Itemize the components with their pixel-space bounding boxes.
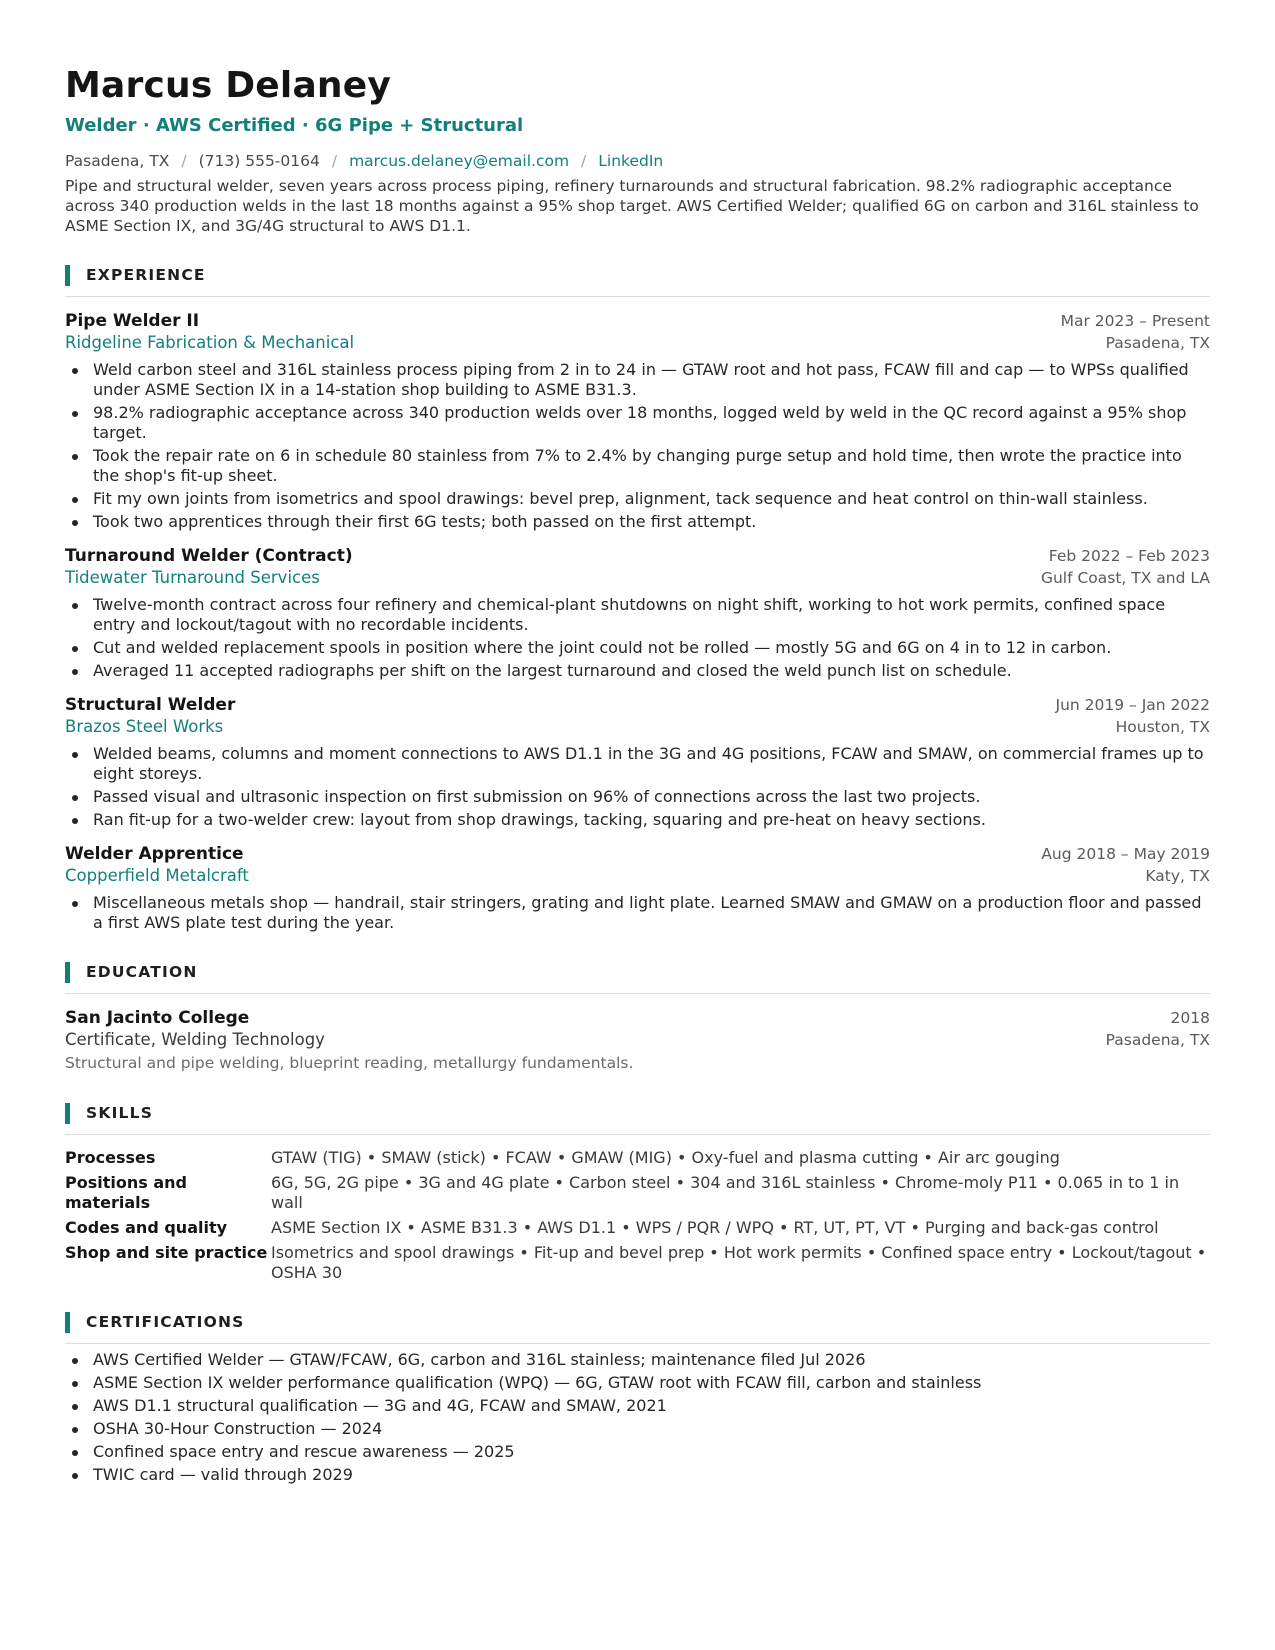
section-accent-bar: [65, 265, 70, 286]
job-entry: [65, 310, 1210, 532]
bullet-item: Welded beams, columns and moment connections to AWS D1.1 in the 3G and 4G positions, FCAW and SMAW, on commercial frames up to eight storeys.: [65, 744, 1210, 784]
bullet-item: Averaged 11 accepted radiographs per shift on the largest turnaround and closed the weld punch list on schedule.: [65, 661, 1210, 681]
name-heading: Marcus Delaney: [65, 65, 392, 106]
job-role: Welder Apprentice: [65, 844, 244, 864]
bullet-item: Ran fit-up for a two-welder crew: layout from shop drawings, tacking, squaring and pre-heat on heavy sections.: [65, 810, 1210, 830]
section-divider: [65, 1343, 1210, 1344]
bullet-item: Took the repair rate on 6 in schedule 80 stainless from 7% to 2.4% by changing purge setup and hold time, then wrote the practice into the shop's fit-up sheet.: [65, 446, 1210, 486]
job-entry: [65, 694, 1210, 830]
section-accent-bar: [65, 1312, 70, 1333]
skill-value: Isometrics and spool drawings • Fit-up and bevel prep • Hot work permits • Confined space entry • Lockout/tagout • OSHA 30: [271, 1243, 1207, 1282]
contact-phone: (713) 555-0164: [198, 152, 320, 170]
section-header: [65, 960, 1210, 984]
skill-label: Positions and materials: [65, 1173, 187, 1212]
section-divider: [65, 993, 1210, 994]
email-link[interactable]: marcus.delaney@email.com: [349, 152, 570, 170]
job-entry: [65, 545, 1210, 681]
job-dates: Aug 2018 – May 2019: [1041, 845, 1210, 863]
bullet-item: Cut and welded replacement spools in position where the joint could not be rolled — mostly 5G and 6G on 4 in to 12 in carbon.: [65, 638, 1210, 658]
certification-item: TWIC card — valid through 2029: [65, 1465, 1210, 1485]
job-role: Structural Welder: [65, 695, 236, 715]
job-bullets: [65, 744, 1210, 830]
job-company: Tidewater Turnaround Services: [65, 568, 320, 587]
skill-value: GTAW (TIG) • SMAW (stick) • FCAW • GMAW (MIG) • Oxy-fuel and plasma cutting • Air arc gouging: [271, 1148, 1060, 1167]
job-company: Copperfield Metalcraft: [65, 866, 249, 885]
job-dates: Mar 2023 – Present: [1060, 312, 1210, 330]
section-accent-bar: [65, 962, 70, 983]
skill-value: ASME Section IX • ASME B31.3 • AWS D1.1 • WPS / PQR / WPQ • RT, UT, PT, VT • Purging and back-gas control: [271, 1218, 1159, 1237]
certification-item: AWS D1.1 structural qualification — 3G and 4G, FCAW and SMAW, 2021: [65, 1396, 1210, 1416]
job-bullets: [65, 595, 1210, 681]
section-header: [65, 1310, 1210, 1334]
contact-location: Pasadena, TX: [65, 152, 170, 170]
skill-label: Processes: [65, 1148, 156, 1167]
skill-row: [65, 1173, 1210, 1213]
certifications-section: [65, 1310, 1210, 1485]
section-divider: [65, 1134, 1210, 1135]
job-dates: Feb 2022 – Feb 2023: [1048, 547, 1210, 565]
skill-row: [65, 1218, 1210, 1238]
bullet-item: Passed visual and ultrasonic inspection on first submission on 96% of connections across the last two projects.: [65, 787, 1210, 807]
section-title: CERTIFICATIONS: [86, 1313, 245, 1331]
skills-table: [65, 1148, 1210, 1283]
headline: Welder · AWS Certified · 6G Pipe + Structural: [65, 115, 524, 136]
bullet-item: Took two apprentices through their first 6G tests; both passed on the first attempt.: [65, 512, 1210, 532]
skills-section: [65, 1101, 1210, 1283]
skill-value: 6G, 5G, 2G pipe • 3G and 4G plate • Carbon steel • 304 and 316L stainless • Chrome-moly P11 • 0.065 in to 1 in wall: [271, 1173, 1180, 1212]
skill-row: [65, 1148, 1210, 1168]
job-location: Houston, TX: [1115, 718, 1210, 736]
job-role: Pipe Welder II: [65, 311, 200, 331]
education-entry: [65, 1007, 1210, 1074]
job-bullets: [65, 360, 1210, 532]
job-dates: Jun 2019 – Jan 2022: [1055, 696, 1210, 714]
certification-item: ASME Section IX welder performance qualification (WPQ) — 6G, GTAW root with FCAW fill, carbon and stainless: [65, 1373, 1210, 1393]
linkedin-link[interactable]: LinkedIn: [598, 152, 664, 170]
contact-separator: /: [581, 152, 587, 170]
certifications-list: [65, 1350, 1210, 1485]
education-section: [65, 960, 1210, 1074]
school-name: San Jacinto College: [65, 1008, 250, 1028]
section-title: EDUCATION: [86, 963, 198, 981]
section-accent-bar: [65, 1103, 70, 1124]
section-title: EXPERIENCE: [86, 266, 206, 284]
certification-item: Confined space entry and rescue awareness — 2025: [65, 1442, 1210, 1462]
skill-row: [65, 1243, 1210, 1283]
certification-item: OSHA 30-Hour Construction — 2024: [65, 1419, 1210, 1439]
education-year: 2018: [1170, 1009, 1210, 1027]
job-location: Katy, TX: [1145, 867, 1210, 885]
job-role: Turnaround Welder (Contract): [65, 546, 353, 566]
bullet-item: 98.2% radiographic acceptance across 340 production welds over 18 months, logged weld by weld in the QC record against a 95% shop target.: [65, 403, 1210, 443]
skill-label: Shop and site practice: [65, 1243, 268, 1262]
section-header: [65, 1101, 1210, 1125]
education-location: Pasadena, TX: [1105, 1031, 1210, 1049]
job-entry: [65, 843, 1210, 933]
degree: Certificate, Welding Technology: [65, 1030, 325, 1049]
contact-separator: /: [181, 152, 187, 170]
education-note: Structural and pipe welding, blueprint reading, metallurgy fundamentals.: [65, 1054, 634, 1072]
experience-section: [65, 263, 1210, 933]
section-header: [65, 263, 1210, 287]
job-location: Pasadena, TX: [1105, 334, 1210, 352]
summary: Pipe and structural welder, seven years across process piping, refinery turnarounds and structural fabrication. 98.2% radiographic acceptance across 340 production welds in the last 18 months against a 95% shop target. AWS Certified Welder; qualified 6G on carbon and 316L stainless to ASME Section IX, and 3G/4G structural to AWS D1.1.: [65, 177, 1199, 235]
contact-separator: /: [331, 152, 338, 170]
bullet-item: Weld carbon steel and 316L stainless process piping from 2 in to 24 in — GTAW root and hot pass, FCAW fill and cap — to WPSs qualified under ASME Section IX in a 14-station shop building to ASME B31.3.: [65, 360, 1210, 400]
contact-line: [65, 150, 1210, 172]
bullet-item: Twelve-month contract across four refinery and chemical-plant shutdowns on night shift, working to hot work permits, confined space entry and lockout/tagout with no recordable incidents.: [65, 595, 1210, 635]
job-bullets: [65, 893, 1210, 933]
skill-label: Codes and quality: [65, 1218, 228, 1237]
bullet-item: Miscellaneous metals shop — handrail, stair stringers, grating and light plate. Learned SMAW and GMAW on a production floor and passed a first AWS plate test during the year.: [65, 893, 1210, 933]
certification-item: AWS Certified Welder — GTAW/FCAW, 6G, carbon and 316L stainless; maintenance filed Jul 2026: [65, 1350, 1210, 1370]
bullet-item: Fit my own joints from isometrics and spool drawings: bevel prep, alignment, tack sequence and heat control on thin-wall stainless.: [65, 489, 1210, 509]
job-company: Ridgeline Fabrication & Mechanical: [65, 333, 355, 352]
section-title: SKILLS: [86, 1104, 154, 1122]
job-location: Gulf Coast, TX and LA: [1040, 569, 1210, 587]
job-company: Brazos Steel Works: [65, 717, 224, 736]
section-divider: [65, 296, 1210, 297]
